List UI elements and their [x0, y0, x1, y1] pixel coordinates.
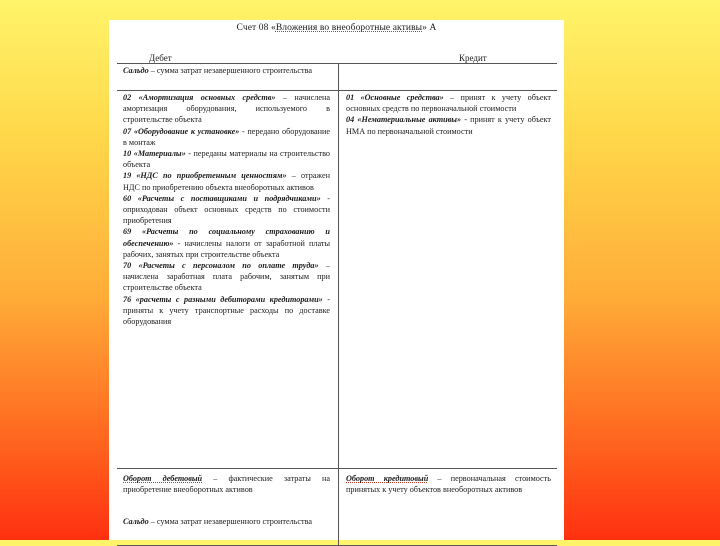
opening-balance: Сальдо – сумма затрат незавершенного строительства	[123, 66, 313, 75]
debit-header: Дебет	[149, 53, 172, 63]
debit-entry: 60 «Расчеты с поставщиками и подрядчиками» - оприходован объект основных средств по стоимости приобретения	[123, 193, 330, 226]
table-border-top	[117, 63, 557, 64]
credit-entry: 04 «Нематериальные активы» - принят к учету объект НМА по первоначальной стоимости	[346, 115, 551, 136]
table-divider-turnover	[117, 468, 557, 469]
table-center-line	[338, 63, 339, 546]
debit-entries	[123, 92, 330, 466]
debit-entry: 69 «Расчеты по социальному страхованию и обеспечению» - начислены налоги от заработной платы рабочих, занятых при строительстве объекта	[123, 227, 330, 259]
credit-turnover: Оборот кредитовый – первоначальная стоимость принятых к учету объектов внеоборотных активов	[346, 474, 551, 495]
credit-entries	[346, 92, 551, 137]
document-page	[109, 20, 564, 540]
table-divider-opening	[117, 90, 557, 91]
debit-turnover: Оборот дебетовый – фактические затраты на приобретение внеоборотных активов	[123, 474, 330, 495]
debit-entry: 02 «Амортизация основных средств» – начислена амортизация оборудования, используемого в строительстве объекта	[123, 93, 330, 125]
debit-entry: 10 «Материалы» - переданы материалы на строительство объекта	[123, 149, 330, 170]
credit-header: Кредит	[459, 53, 487, 63]
t-account-table	[117, 63, 557, 546]
page-title: Счет 08 «Вложения во внеоборотные активы» А	[236, 23, 437, 33]
credit-entry: 01 «Основные средства» – принят к учету объект основных средств по первоначальной стоимости	[346, 93, 551, 114]
debit-entry: 07 «Оборудование к установке» - передано оборудование в монтаж	[123, 126, 330, 147]
closing-balance: Сальдо – сумма затрат незавершенного строительства	[123, 517, 313, 526]
debit-entry: 76 «расчеты с разными дебиторами кредиторами» - приняты к учету транспортные расходы по доставке оборудования	[123, 294, 330, 327]
debit-entry: 70 «Расчеты с персоналом по оплате труда» – начислена заработная плата рабочим, занятым при строительстве объекта	[123, 261, 330, 293]
debit-entry: 19 «НДС по приобретенным ценностям» – отражен НДС по приобретению объекта внеоборотных активов	[123, 171, 330, 192]
